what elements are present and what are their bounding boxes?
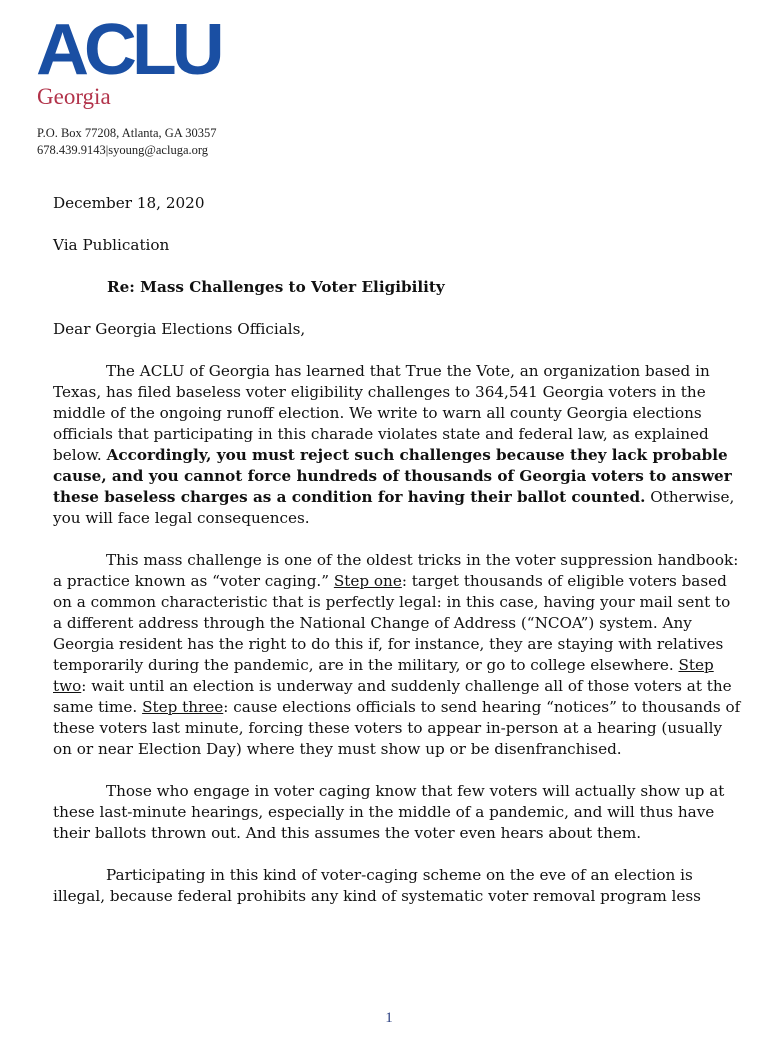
- paragraph-1-bold-demand: Accordingly, you must reject such challenges because they lack probable cause, and you cannot force hundreds of thousands of Georgia voters to answer these baseless charges as a condition for having their ballot counted.: [53, 446, 732, 506]
- paragraph-2-intro: This mass challenge is one of the oldest tricks in the voter suppression handbook: a practice known as “voter caging.”: [53, 551, 739, 590]
- paragraph-2-step-two: : wait until an election is underway and suddenly challenge all of those voters at the same time.: [53, 677, 732, 716]
- mailing-address: P.O. Box 77208, Atlanta, GA 30357: [37, 126, 217, 140]
- paragraph-2-step-one: : target thousands of eligible voters based on a common characteristic that is perfectly legal: in this case, having your mail sent to a different address through the National Change of Address (“NCOA”) system. Any Georgia resident has the right to do this if, for instance, they are staying with relatives temporarily during the pandemic, are in the military, or go to college elsewhere.: [53, 572, 731, 674]
- subject-line: Re: Mass Challenges to Voter Eligibility: [107, 278, 445, 296]
- paragraph-1: [53, 361, 743, 529]
- letter-date: December 18, 2020: [53, 194, 205, 212]
- letter-body: [53, 193, 743, 928]
- paragraph-1-tail: Otherwise, you will face legal consequences.: [53, 488, 735, 527]
- paragraph-3: Those who engage in voter caging know that few voters will actually show up at these last-minute hearings, especially in the middle of a pandemic, and will thus have their ballots thrown out. And this assumes the voter even hears about them.: [53, 782, 725, 842]
- paragraph-2: [53, 550, 743, 760]
- delivery-method: Via Publication: [53, 236, 170, 254]
- salutation: Dear Georgia Elections Officials,: [53, 320, 306, 338]
- letterhead-address-block: [37, 125, 217, 159]
- step-three-label: Step three: [142, 698, 224, 716]
- aclu-logo: ACLU: [36, 10, 220, 90]
- page-number: 1: [385, 1010, 393, 1026]
- paragraph-2-step-three: : cause elections officials to send hearing “notices” to thousands of these voters last minute, forcing these voters to appear in-person at a hearing (usually on or near Election Day) where they must show up or be disenfranchised.: [53, 698, 741, 758]
- step-two-label: Step two: [53, 656, 714, 695]
- paragraph-1-text: The ACLU of Georgia has learned that True the Vote, an organization based in Texas, has filed baseless voter eligibility challenges to 364,541 Georgia voters in the middle of the ongoing runoff election. We write to warn all county Georgia elections officials that participating in this charade violates state and federal law, as explained below.: [53, 362, 710, 464]
- chapter-name: Georgia: [37, 84, 111, 109]
- step-one-label: Step one: [333, 572, 402, 590]
- paragraph-4: Participating in this kind of voter-caging scheme on the eve of an election is illegal, because federal prohibits any kind of systematic voter removal program less: [53, 866, 701, 905]
- contact-info: 678.439.9143|syoung@acluga.org: [37, 143, 209, 157]
